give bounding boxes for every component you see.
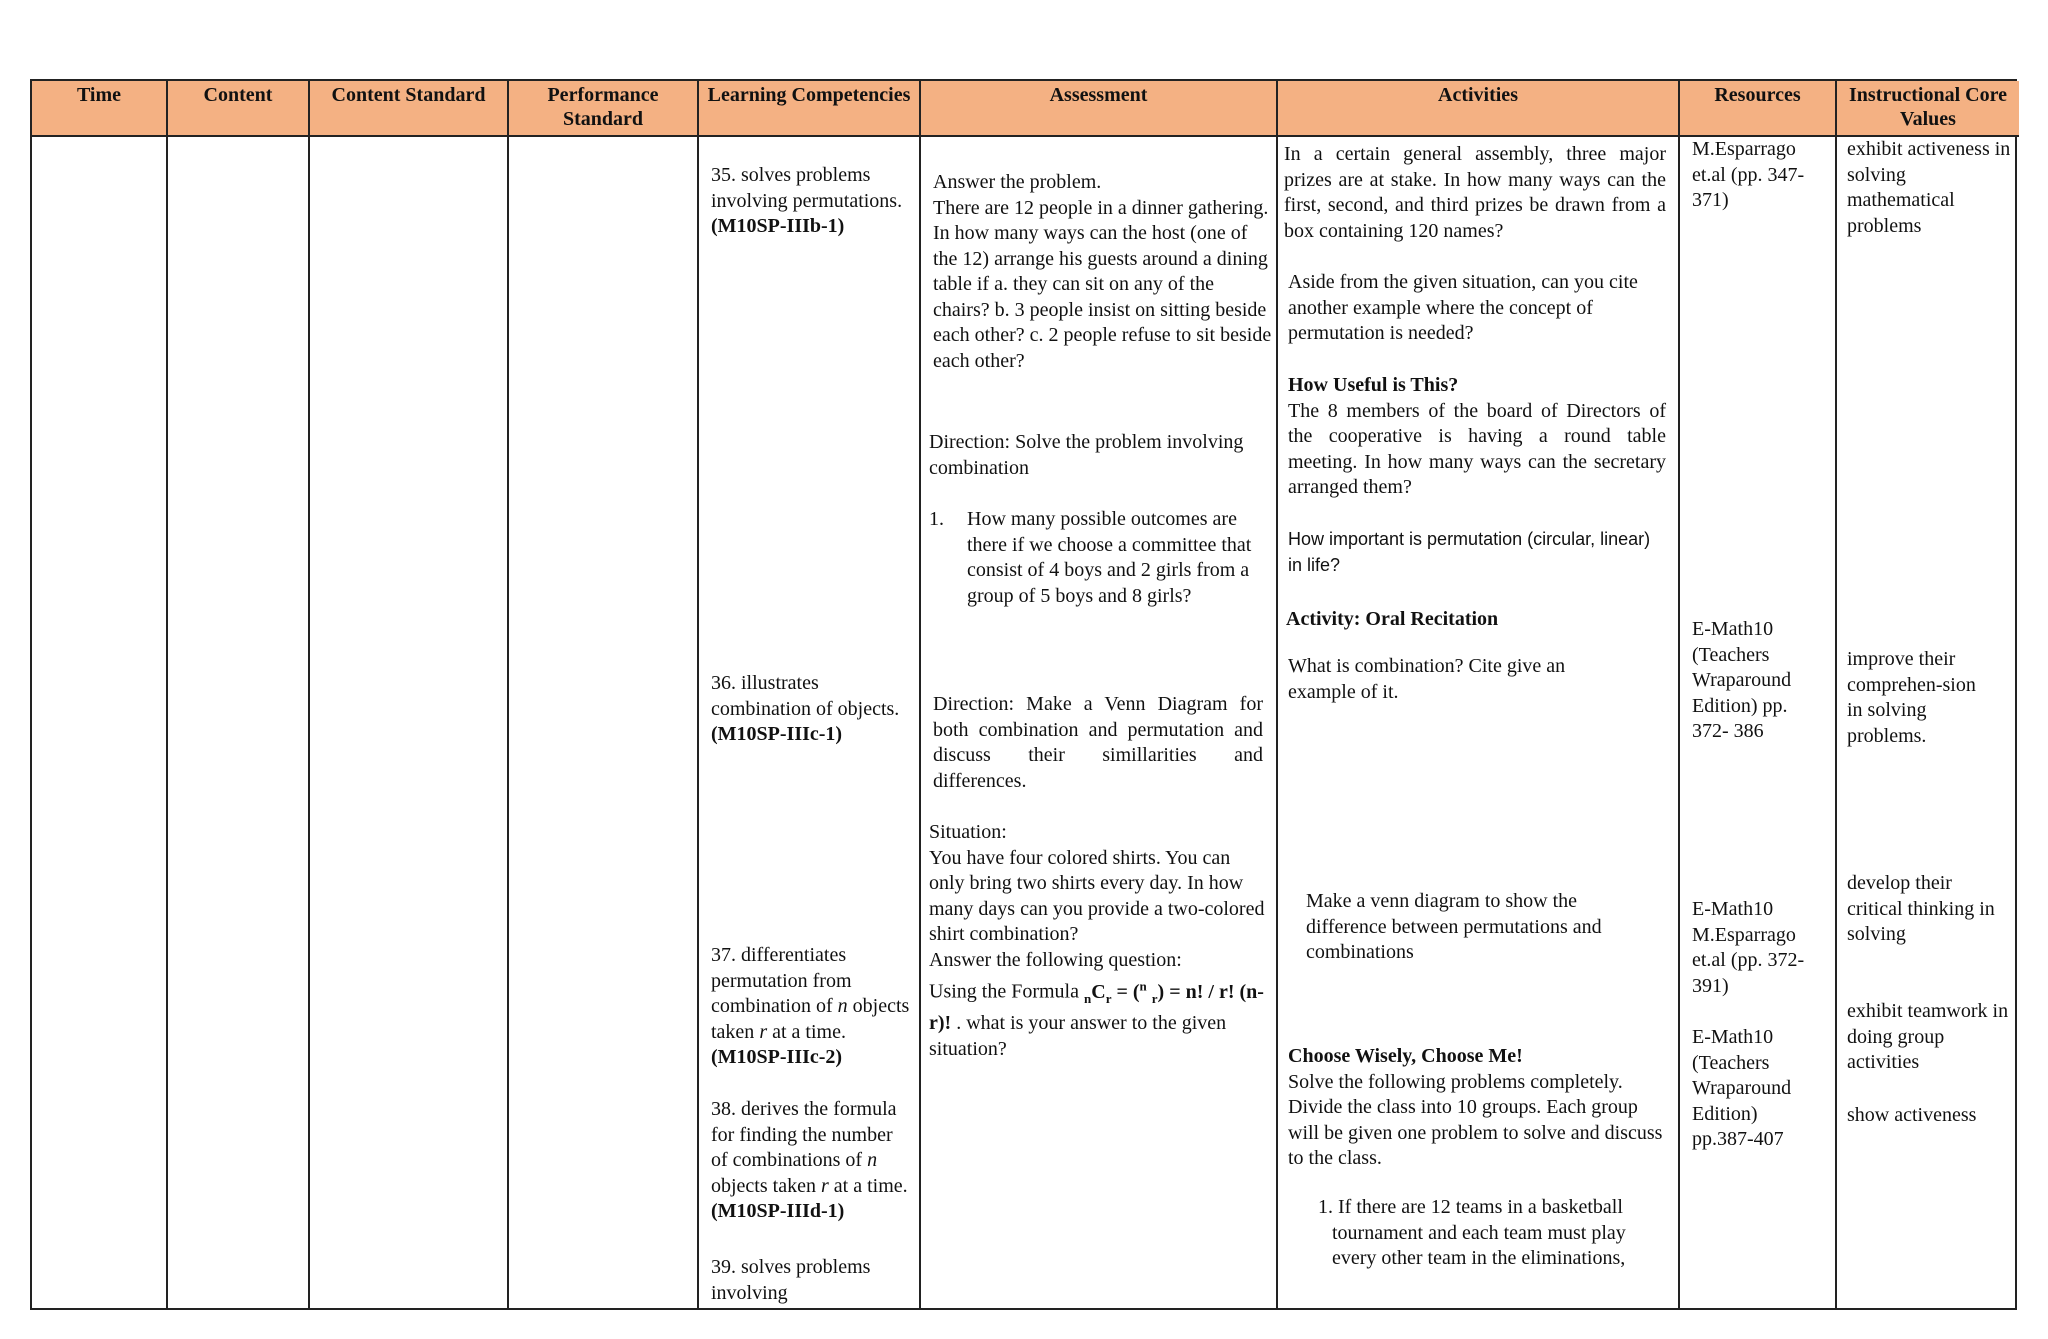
activity-combination-question: What is combination? Cite give an example of it. xyxy=(1288,655,1566,703)
lesson-plan-table xyxy=(30,79,2017,1310)
core-value-5: show activeness xyxy=(1847,1104,1977,1126)
content-standard-cell xyxy=(309,136,508,1308)
core-value-3: develop their critical thinking in solving xyxy=(1847,872,1995,945)
header-row xyxy=(32,81,2019,136)
core-value-2: improve their comprehen-sion in solving problems. xyxy=(1847,648,1976,747)
assessment-problem-1: Answer the problem. There are 12 people in a dinner gathering. In how many ways can the host (one of the 12) arrange his guests around a dining table if a. they can sit on any of the chairs? b. 3 people insist on sitting beside each other? c. 2 people refuse to sit beside each other? xyxy=(933,171,1272,372)
activity-importance-question: How important is permutation (circular, linear) in life? xyxy=(1288,529,1651,575)
core-value-1: exhibit activeness in solving mathematical problems xyxy=(1847,138,2011,237)
activity-choose-wisely: Choose Wisely, Choose Me! Solve the following problems completely. Divide the class into 10 groups. Each group will be given one problem to solve and discuss to the class. xyxy=(1288,1045,1663,1169)
resources-cell xyxy=(1679,136,1836,1308)
core-value-4: exhibit teamwork in doing group activities xyxy=(1847,1000,2009,1073)
header-time: Time xyxy=(32,81,167,136)
activities-cell xyxy=(1277,136,1679,1308)
competency-37: 37. differentiates permutation from combination of n objects taken r at a time. (M10SP-IIIc-2) xyxy=(711,944,910,1068)
time-cell xyxy=(32,136,167,1308)
assessment-cell: Answer the problem. There are 12 people in a dinner gathering. In how many ways can the host (one of the 12) arrange his guests around a dining table if a. they can sit on any of the chairs? b. 3 people insist on sitting beside each other? c. 2 people refuse to sit beside each other? Direction: Solve the problem involving combination 1. How many possible outcomes are there if we choose a committee that consist of 4 boys and 2 girls from a group of 5 boys and 8 girls? Direction: Make a Venn Diagram for both combination and permutation and discuss their simillarities and differences. Situation: You have four colored shirts. You can only bring two shirts every day. In how many days can you provide a two-colored shirt combination? Answer the following question: Using the Formula $_nC_r = (^n$ $_r$) = n! / r! (n-r)! . what is your answer to the given situation? xyxy=(920,136,1277,1308)
activity-oral-recitation: Activity: Oral Recitation xyxy=(1286,608,1499,630)
assessment-situation: Situation: You have four colored shirts. You can only bring two shirts every day. In how many days can you provide a two-colored shirt combination? Answer the following question: Using the Formula $_nC_r = (^n$ $_r$) = n! / r! (n-r)! . what is your answer to the given situation? xyxy=(929,820,1269,1062)
resource-2: E-Math10 (Teachers Wraparound Edition) pp. 372- 386 xyxy=(1692,618,1792,742)
core-values-cell xyxy=(1836,136,2019,1308)
activity-venn-diagram: Make a venn diagram to show the difference between permutations and combinations xyxy=(1306,890,1602,963)
competency-35: 35. solves problems involving permutations. (M10SP-IIIb-1) xyxy=(711,164,903,237)
competency-39: 39. solves problems involving xyxy=(711,1256,871,1304)
activity-prizes: In a certain general assembly, three major prizes are at stake. In how many ways can the first, second, and third prizes be drawn from a box containing 120 names? xyxy=(1284,143,1666,242)
resource-4: E-Math10 (Teachers Wraparound Edition) pp.387-407 xyxy=(1692,1026,1792,1150)
header-performance-standard: Performance Standard xyxy=(508,81,698,136)
assessment-venn-direction: Direction: Make a Venn Diagram for both combination and permutation and discuss their simillarities and differences. xyxy=(933,693,1263,792)
assessment-formula: Using the Formula $_nC_r = (^n$ $_r$) = n! / r! (n-r)! . what is your answer to the given situation? xyxy=(929,978,1264,1060)
header-activities: Activities xyxy=(1277,81,1679,136)
activity-basketball-problem: 1. If there are 12 teams in a basketball tournament and each team must play every other team in the eliminations, xyxy=(1318,1196,1626,1269)
activity-permutation-example: Aside from the given situation, can you cite another example where the concept of permutation is needed? xyxy=(1288,271,1638,344)
header-core-values: Instructional Core Values xyxy=(1836,81,2019,136)
performance-standard-cell xyxy=(508,136,698,1308)
resource-3: E-Math10 M.Esparrago et.al (pp. 372-391) xyxy=(1692,898,1805,997)
content-cell xyxy=(167,136,309,1308)
competency-38: 38. derives the formula for finding the number of combinations of n objects taken r at a time. (M10SP-IIId-1) xyxy=(711,1098,908,1222)
header-content: Content xyxy=(167,81,309,136)
header-assessment: Assessment xyxy=(920,81,1277,136)
competencies-cell xyxy=(698,136,920,1308)
activity-how-useful: How Useful is This? The 8 members of the board of Directors of the cooperative is having a round table meeting. In how many ways can the secretary arranged them? xyxy=(1288,374,1666,498)
header-resources: Resources xyxy=(1679,81,1836,136)
assessment-combination-direction: Direction: Solve the problem involving combination xyxy=(929,431,1244,479)
resource-1: M.Esparrago et.al (pp. 347-371) xyxy=(1692,138,1805,211)
header-learning-competencies: Learning Competencies xyxy=(698,81,920,136)
competency-36: 36. illustrates combination of objects. (M10SP-IIIc-1) xyxy=(711,672,900,745)
header-content-standard: Content Standard xyxy=(309,81,508,136)
body-row xyxy=(32,136,2019,1308)
